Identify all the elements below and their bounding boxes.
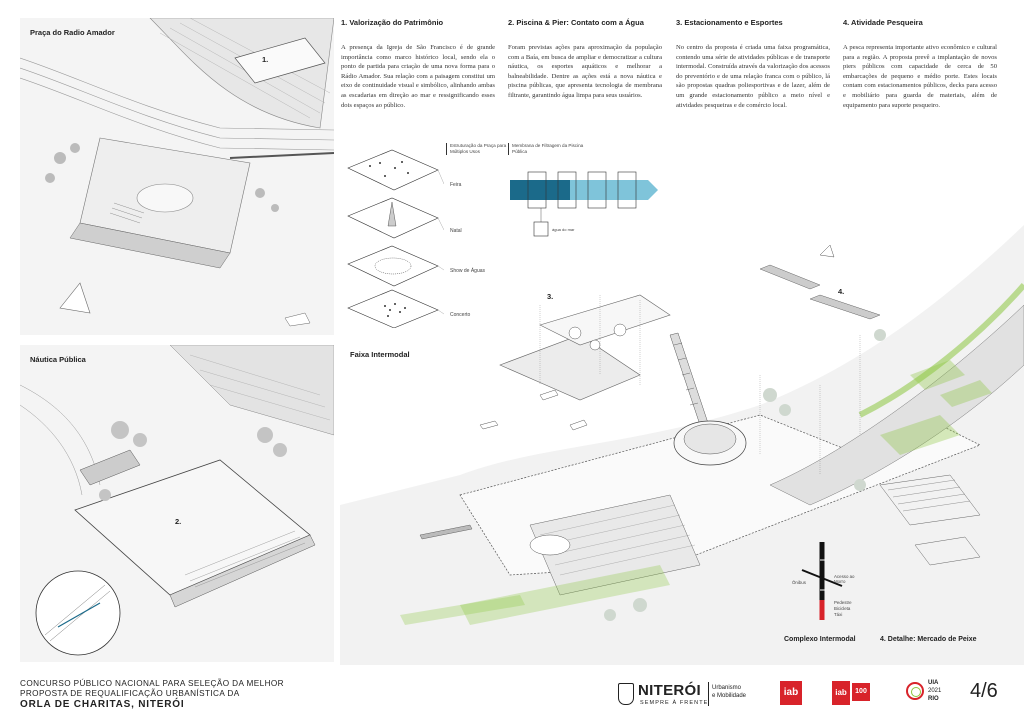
iab100-mark	[832, 681, 850, 705]
column-title: 4. Atividade Pesqueira	[843, 18, 923, 27]
inset-complexo-intermodal	[782, 540, 870, 622]
drawing-nautica	[20, 345, 334, 662]
diagram-label-natal: Natal	[450, 228, 462, 234]
marker-3: 3.	[547, 292, 554, 301]
column-atividade-pesqueira	[843, 18, 997, 110]
marker-2: 2.	[175, 517, 182, 526]
panel-nautica-publica	[20, 345, 334, 662]
niteroi-brand: NITERÓI	[638, 682, 701, 699]
uia-text-1: UIA	[928, 680, 939, 686]
diagram-label-show: Show de Águas	[450, 268, 486, 274]
footer-line-2: PROPOSTA DE REQUALIFICAÇÃO URBANÍSTICA DA	[20, 689, 240, 698]
marker-4: 4.	[838, 287, 845, 296]
complexo-label-taxi: Táxi	[834, 612, 843, 617]
panel-praca-radio-amador	[20, 18, 334, 335]
diagram-label-concerto: Concerto	[450, 312, 471, 318]
complexo-label-onibus: Ônibus	[792, 580, 806, 585]
panel-title: Praça do Radio Amador	[30, 28, 115, 37]
panel-title: Náutica Pública	[30, 355, 86, 364]
uia-text-3: RIO	[928, 696, 939, 702]
marker-1: 1.	[262, 55, 269, 64]
caption-complexo-intermodal: Complexo Intermodal	[784, 636, 856, 643]
dept-line-1: Urbanismo	[712, 685, 742, 691]
drawing-faixa-intermodal	[340, 185, 1024, 665]
dept-line-2: e Mobilidade	[712, 693, 747, 699]
column-text: A presença da Igreja de São Francisco é de grande importância como marco histórico local, sendo ela o ponto de partida para criação de uma nova forma para o Rádio Amador. Sua relação com a paisagem constitui um eixo de continuidade visual e simbólico, alinhando ambas as escadarias em direção ao mar e ressignificando esses dois espaços ao público.	[341, 44, 495, 109]
uia-text-2: 2021	[928, 688, 942, 694]
membrana-legend: água do mar	[552, 227, 575, 232]
column-title: 3. Estacionamento e Esportes	[676, 18, 783, 27]
complexo-label-acesso: Acesso ao Morro	[834, 574, 855, 584]
column-text: No centro da proposta é criada uma faixa programática, contendo uma série de atividades públicas e de transporte intermodal. Construída através da valorização dos acessos do preventório e de uma relação franca com o público, lá são propostas quadras poliesportivas e de lazer, além de um grande estacionamento público a meio nível e atividades pesqueiras e de comércio local.	[676, 44, 830, 109]
iab100-logo	[832, 681, 872, 705]
column-title: 1. Valorização do Patrimônio	[341, 18, 444, 27]
column-valorizacao	[341, 18, 495, 110]
column-title: 2. Piscina & Pier: Contato com a Água	[508, 18, 644, 27]
complexo-label-pedestre: Pedestre	[834, 600, 852, 605]
complexo-label-bicicleta: Bicicleta	[834, 606, 851, 611]
column-piscina-pier	[508, 18, 662, 101]
drawing-praca	[20, 18, 334, 335]
footer-line-3: ORLA DE CHARITAS, NITERÓI	[20, 699, 185, 710]
iab100-text: 100	[855, 688, 867, 695]
diagram-title: Estruturação da Praça para Múltiplos Usos	[446, 143, 510, 155]
diagram-label-feira: Feira	[450, 182, 462, 188]
iab100-mark-text: iab	[835, 688, 847, 697]
footer	[0, 668, 1024, 724]
column-text: A pesca representa importante ativo econômico e cultural para a região. A proposta prevê a implantação de novos piers públicos com capacidade de cerca de 50 embarcações de pequeno e médio porte. Estes locais contam com estacionamentos públicos, decks para acesso e mobiliário para guarda de materiais, além de equipamento para suporte pesqueiro.	[843, 44, 997, 109]
uia-circle-icon	[906, 682, 924, 700]
column-estacionamento	[676, 18, 830, 110]
iab100-badge	[852, 683, 870, 701]
uia-circle-inner	[911, 687, 921, 697]
panel-title: Faixa Intermodal	[350, 350, 410, 359]
page-number: 4/6	[970, 680, 998, 702]
column-text: Foram previstas ações para aproximação da população com a Baía, em busca de ampliar e democratizar a cultura náutica, os esportes aquáticos e melhorar a balneabilidade. Dentre as ações está a nova náutica e piscina públicas, que apresenta tecnologia de membrana filtrante, garantindo água limpa para seus usuários.	[508, 44, 662, 99]
iab-logo	[780, 681, 802, 705]
footer-line-1: CONCURSO PÚBLICO NACIONAL PARA SELEÇÃO DA MELHOR	[20, 679, 284, 688]
niteroi-brand-sub: SEMPRE À FRENTE	[640, 700, 709, 706]
diagram-title: Membrana de Filtragem da Piscina Pública	[508, 143, 592, 155]
iab-logo-text: iab	[783, 687, 799, 698]
brand-divider	[708, 682, 709, 706]
niteroi-crest-icon	[618, 683, 634, 705]
caption-mercado-peixe: 4. Detalhe: Mercado de Peixe	[880, 636, 977, 643]
